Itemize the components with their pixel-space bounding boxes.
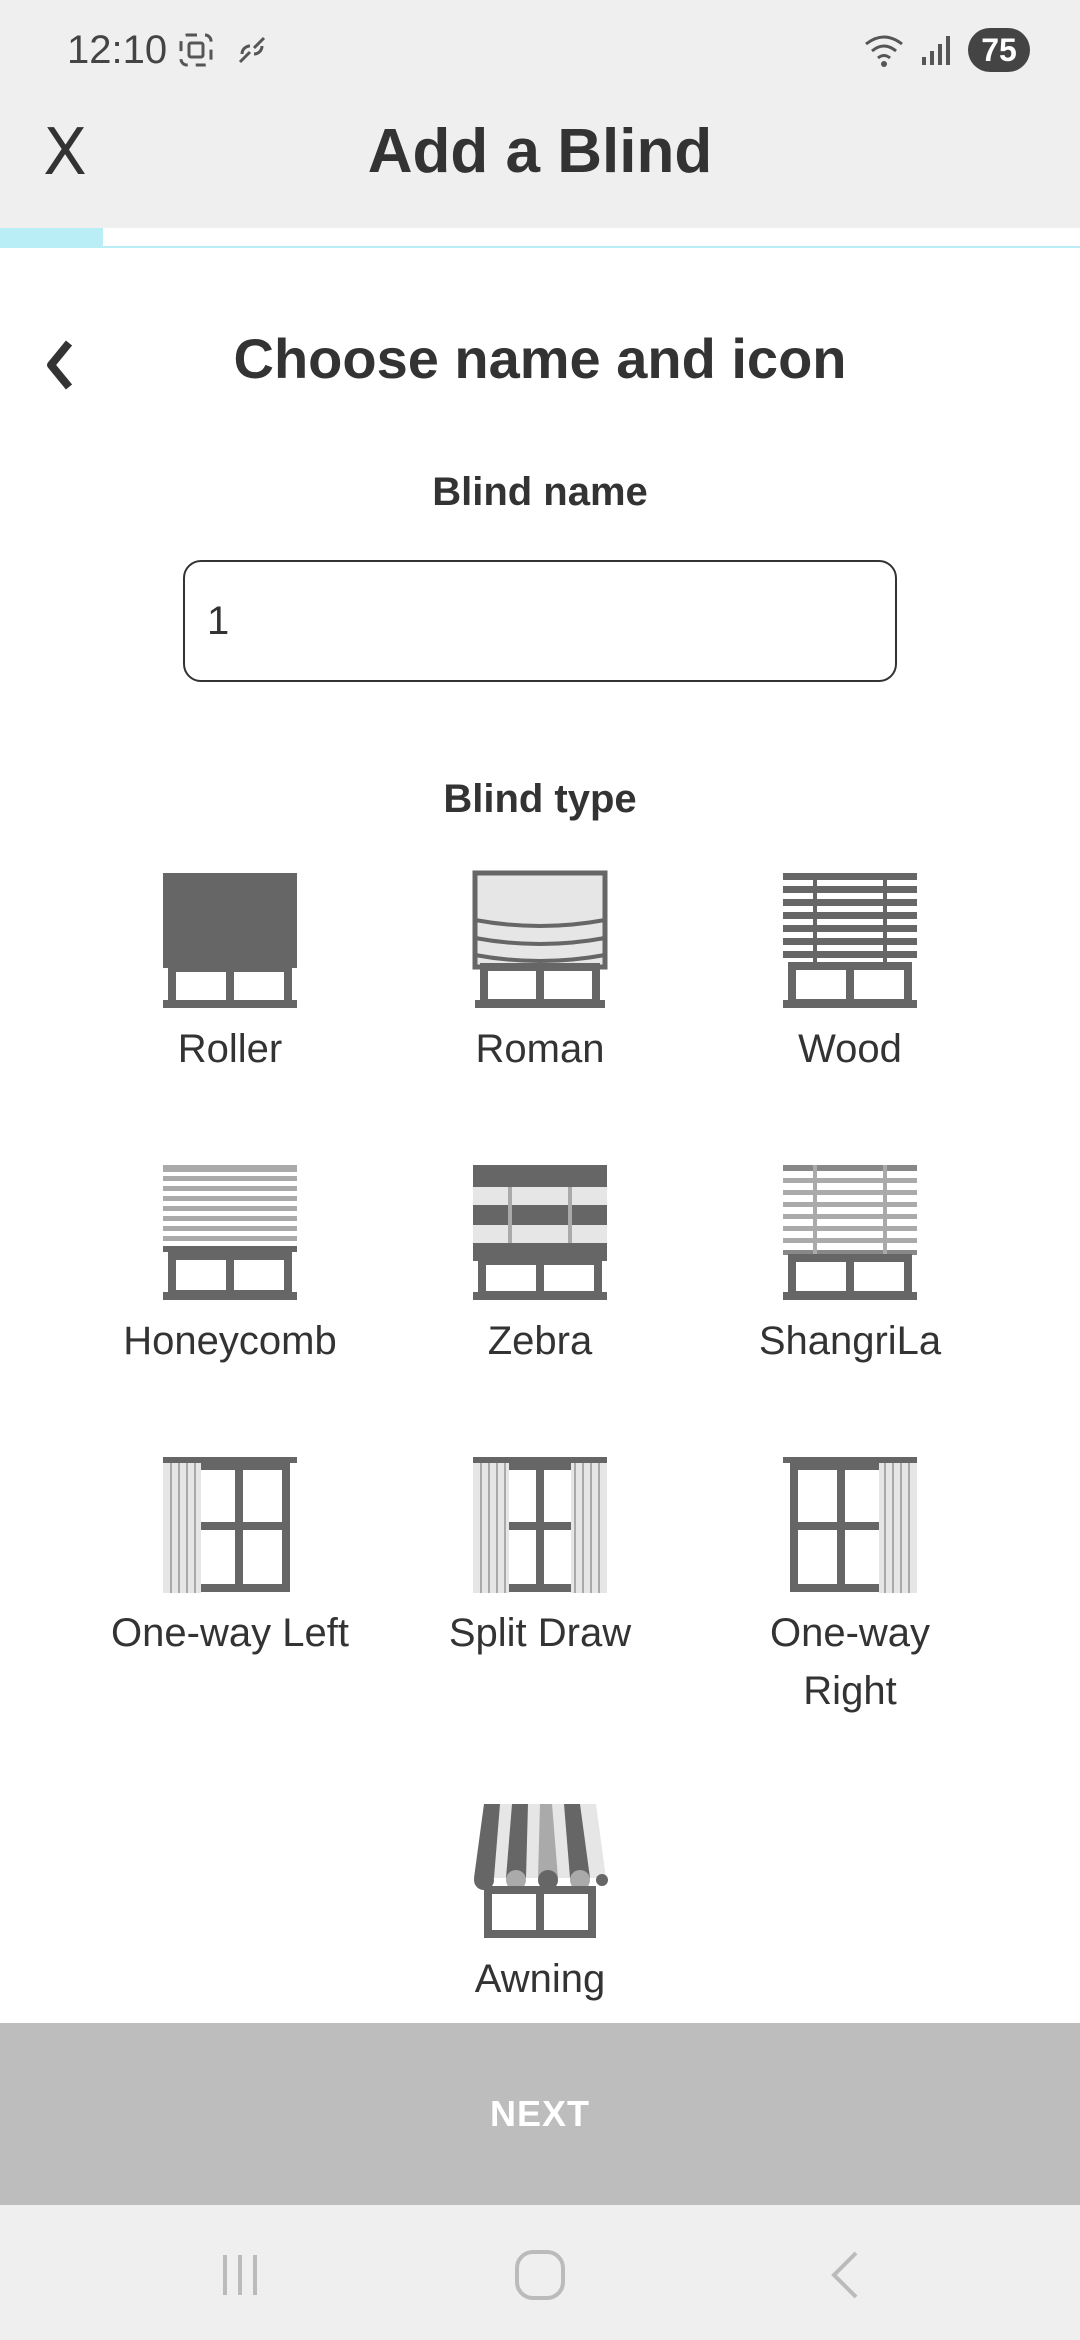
blind-type-label-zebra: Zebra — [487, 1319, 593, 1363]
wifi-icon — [862, 32, 906, 68]
blind-type-label-one-way-left: One-way Left — [111, 1611, 349, 1655]
page-title: Add a Blind — [367, 117, 713, 186]
chevron-left-icon — [43, 337, 77, 393]
blind-type-label-roman: Roman — [475, 1027, 605, 1071]
screenshot-icon — [178, 32, 214, 68]
roman-blind-icon — [470, 870, 610, 1010]
blind-type-split-draw[interactable] — [390, 1454, 690, 1662]
blind-type-one-way-left[interactable] — [80, 1454, 380, 1662]
progress-bar — [0, 228, 1080, 248]
close-button[interactable]: X — [43, 116, 87, 190]
honeycomb-blind-icon — [160, 1162, 300, 1302]
status-time: 12:10 — [67, 28, 168, 72]
home-icon — [512, 2247, 568, 2303]
blind-type-honeycomb[interactable] — [80, 1162, 380, 1370]
blind-type-zebra[interactable] — [390, 1162, 690, 1370]
roller-blind-icon — [160, 870, 300, 1010]
blind-type-label-split-draw: Split Draw — [448, 1611, 632, 1655]
blind-type-roman[interactable] — [390, 870, 690, 1078]
blind-type-label-honeycomb: Honeycomb — [123, 1319, 337, 1363]
nav-recents-button[interactable] — [190, 2235, 290, 2315]
blind-type-shangrila[interactable] — [700, 1162, 1000, 1370]
back-button[interactable] — [30, 330, 90, 400]
system-nav-bar — [0, 2205, 1080, 2340]
blind-type-label-roller: Roller — [177, 1027, 283, 1071]
blind-type-label-awning: Awning — [474, 1957, 606, 2001]
blind-type-label-shangrila: ShangriLa — [758, 1319, 942, 1363]
blind-type-label: Blind type — [443, 777, 637, 821]
recents-icon — [215, 2250, 265, 2300]
blind-type-wood[interactable] — [700, 870, 1000, 1078]
back-icon — [820, 2247, 870, 2303]
split-draw-curtain-icon — [470, 1454, 610, 1594]
blind-type-label-one-way-right: One-way Right — [769, 1611, 931, 1713]
status-bar — [0, 0, 1080, 100]
next-button-label: NEXT — [489, 2093, 590, 2134]
one-way-right-curtain-icon — [780, 1454, 920, 1594]
next-button[interactable] — [0, 2023, 1080, 2205]
blind-type-label-wood: Wood — [798, 1027, 902, 1071]
blind-type-roller[interactable] — [80, 870, 380, 1078]
nav-home-button[interactable] — [490, 2235, 590, 2315]
blind-type-awning[interactable] — [390, 1800, 690, 2008]
wood-blind-icon — [780, 870, 920, 1010]
app-header — [0, 100, 1080, 228]
battery-indicator: 75 — [968, 28, 1030, 72]
blind-name-input[interactable] — [183, 560, 897, 682]
one-way-left-curtain-icon — [160, 1454, 300, 1594]
blind-name-label: Blind name — [432, 470, 648, 514]
link-icon — [234, 32, 270, 68]
step-title: Choose name and icon — [233, 327, 847, 390]
zebra-blind-icon — [470, 1162, 610, 1302]
awning-icon — [470, 1800, 610, 1940]
blind-type-one-way-right[interactable] — [700, 1454, 1000, 1720]
nav-back-button[interactable] — [795, 2235, 895, 2315]
progress-fill — [0, 228, 103, 246]
signal-icon — [920, 33, 954, 67]
shangrila-blind-icon — [780, 1162, 920, 1302]
